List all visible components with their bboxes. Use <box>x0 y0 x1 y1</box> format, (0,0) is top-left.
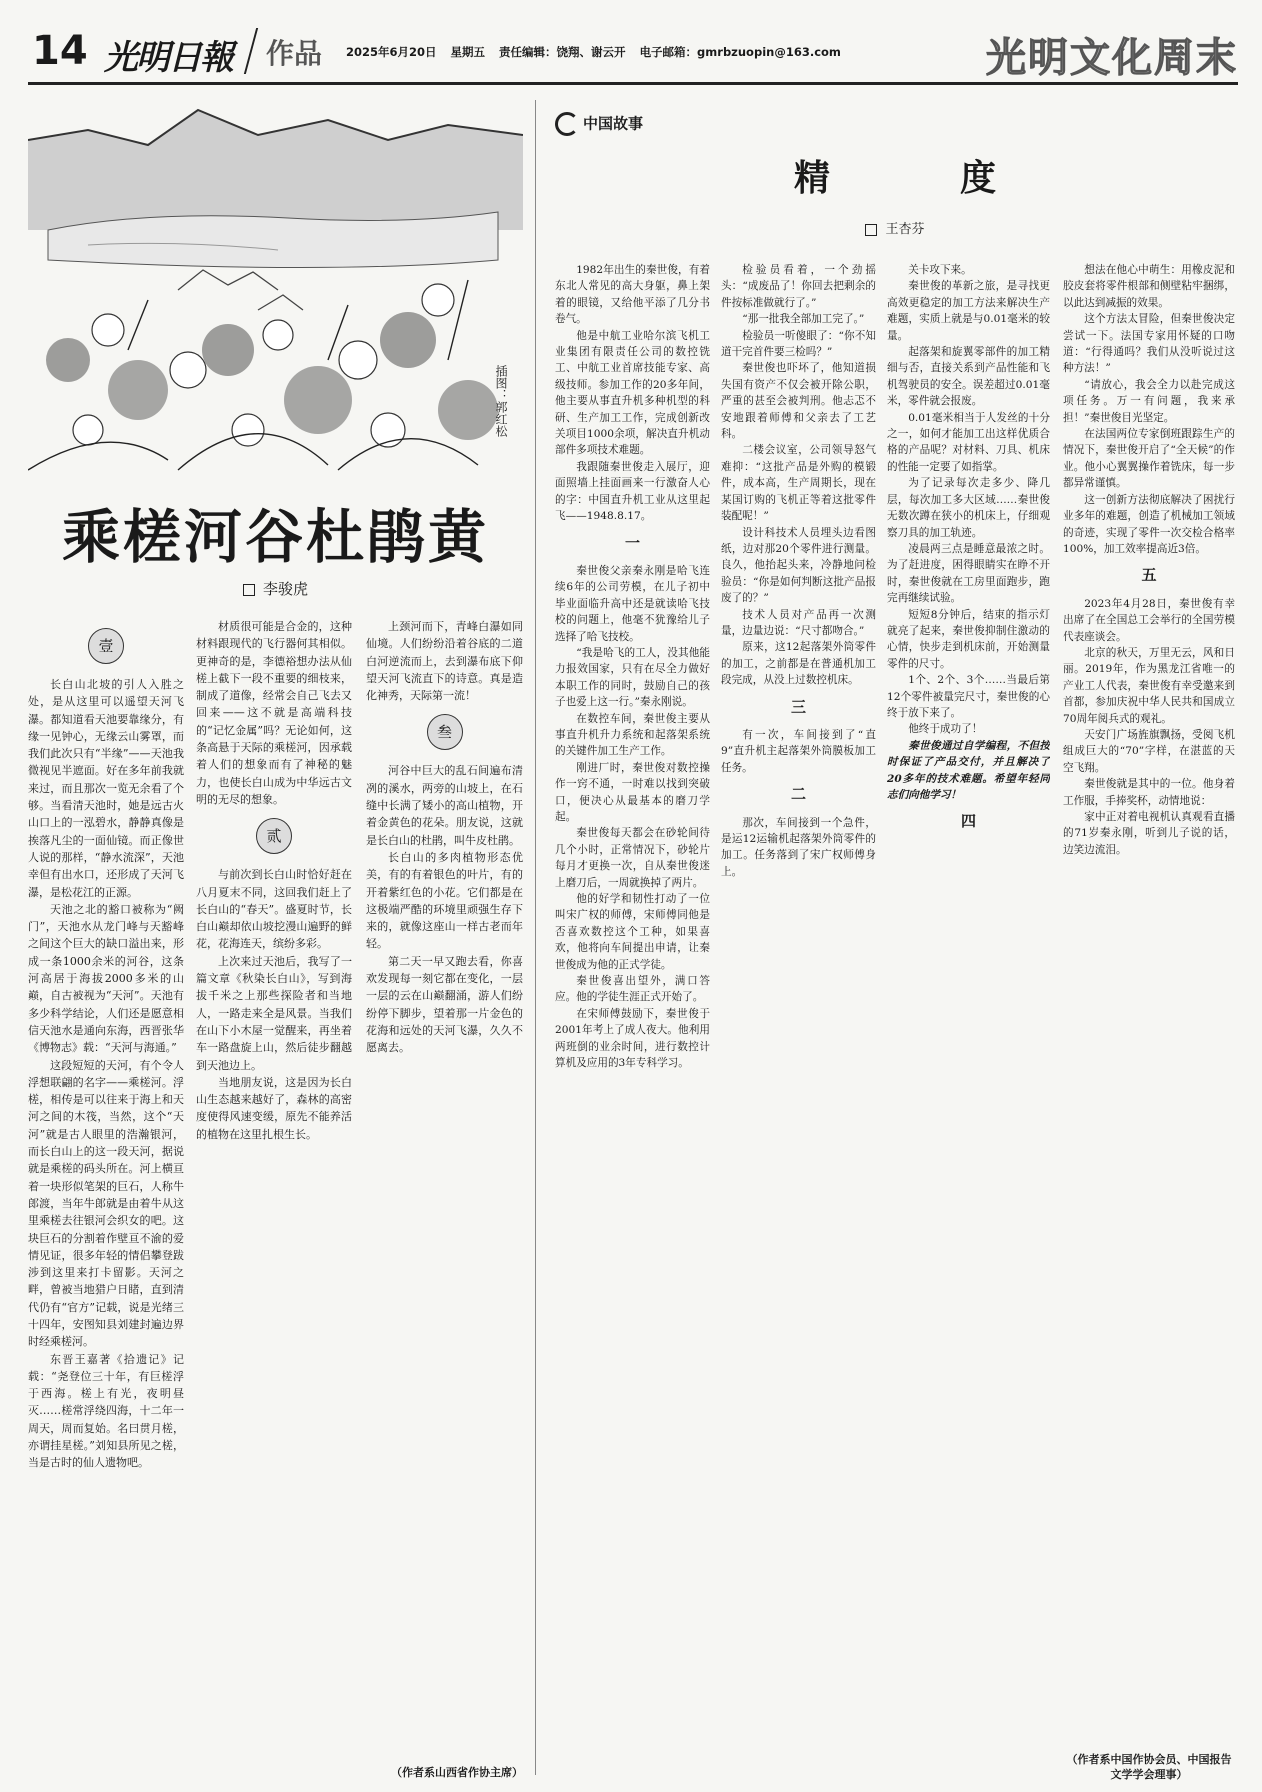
author-mark-icon <box>243 584 255 596</box>
right-author-note: （作者系中国作协会员、中国报告文学学会理事） <box>1066 1753 1232 1781</box>
paragraph: 凌晨两三点是睡意最浓之时。为了赶进度，困得眼睛实在睁不开时，秦世俊就在工房里面跑步，跑完再继续试验。 <box>887 542 1050 605</box>
left-article-column-3 <box>366 618 523 1758</box>
g-logo-icon <box>555 112 579 136</box>
header-divider <box>244 28 258 74</box>
right-article-column-1 <box>555 262 710 1774</box>
author-mark-icon <box>865 224 877 236</box>
paragraph: 这一创新方法彻底解决了困扰行业多年的难题，创造了机械加工领域的奇迹，实现了零件一次交检合格率100%，加工效率提高近3倍。 <box>1063 493 1235 555</box>
page-number: 14 <box>32 28 88 74</box>
paragraph: 想法在他心中萌生：用橡皮泥和胶皮套将零件根部和侧壁粘牢捆绑，以此达到减振的效果。 <box>1063 264 1235 309</box>
paragraph: 刚进厂时，秦世俊对数控操作一窍不通，一时难以找到突破口，便决心从最基本的磨刀学起。 <box>555 761 710 823</box>
illustration-credit: 插图：郭红松 <box>494 365 508 437</box>
paragraph: 起落架和旋翼零部件的加工精细与否，直接关系到产品性能和飞机驾驶员的安全。误差超过0.01毫米，零件就会报废。 <box>887 346 1050 408</box>
paragraph: 家中正对着电视机认真观看直播的71岁秦永刚，听到儿子说的话，边笑边流泪。 <box>1063 811 1235 856</box>
section-number: 五 <box>1141 566 1157 585</box>
paragraph: 秦世俊就是其中的一位。他身着工作服，手捧奖杯，动情地说： <box>1063 778 1235 807</box>
editors: 责任编辑：饶翔、谢云开 <box>499 45 626 59</box>
paragraph: 有一次，车间接到了“直9”直升机主起落架外筒膜板加工任务。 <box>721 728 876 774</box>
header-meta <box>346 44 851 60</box>
paragraph: 短短8分钟后，结束的指示灯就亮了起来，秦世俊抑制住激动的心情，快步走到机床前，开始测量零件的尺寸。 <box>887 608 1050 670</box>
paragraph: 检验员一听傻眼了：“你不知道干完首件要三检吗？” <box>721 329 876 359</box>
paragraph: 河谷中巨大的乱石间遍布清冽的溪水，两旁的山坡上，在石缝中长满了矮小的高山植物，开着金黄色的花朵。朋友说，这就是长白山的杜鹃，叫牛皮杜鹃。 <box>366 764 523 847</box>
left-article-author: 李骏虎 <box>28 578 523 599</box>
paragraph: 二楼会议室，公司领导怒气难抑：“这批产品是外购的模锻件，成本高，生产周期长，现在某国订购的飞机正等着这批零件装配呢！” <box>721 444 876 523</box>
section-seal: 壹 <box>88 628 124 664</box>
paragraph: 天安门广场旌旗飘扬，受阅飞机组成巨大的“70”字样，在湛蓝的天空飞翔。 <box>1063 728 1235 774</box>
illustration <box>28 100 523 475</box>
paragraph: 我跟随秦世俊走入展厅，迎面照墙上挂面画来一行激奋人心的字：中国直升机工业从这里起飞——1948.8.17。 <box>555 460 710 523</box>
paragraph: 技术人员对产品再一次测量，边量边说：“尺寸都吻合。” <box>721 608 876 637</box>
landscape-ink-drawing <box>28 100 523 475</box>
paragraph: 0.01毫米相当于人发丝的十分之一，如何才能加工出这样优质合格的产品呢？对材料、刀具、机床的性能一定要了如指掌。 <box>887 411 1050 473</box>
left-article-column-2 <box>196 618 352 1758</box>
brand-title: 光明文化周末 <box>986 34 1238 81</box>
paragraph: 他是中航工业哈尔滨飞机工业集团有限责任公司的数控铣工、中航工业首席技能专家、高级技师。参加工作的20多年间，他主要从事直升机多种机型的科研、生产加工工作，完成创新改关项目1000余项，解决直升机动部件多项技术难题。 <box>555 329 710 457</box>
masthead <box>28 24 1238 85</box>
paragraph: 天池之北的豁口被称为“阙门”，天池水从龙门峰与天豁峰之间这个巨大的缺口溢出来，形成一条1000余米的河谷，这条河高居于海拔2000多米的山巅，自古被视为“天河”。天池有多少科学结论，人们还是愿意相信天池水是通向东海，西晋张华《博物志》载：“天河与海通。” <box>28 902 184 1055</box>
paragraph: 他终于成功了！ <box>908 723 983 736</box>
right-article-title: 精度 <box>793 157 1126 199</box>
paragraph: 秦世俊每天都会在砂轮间待几个小时，正常情况下，砂轮片每月才更换一次，自从秦世俊迷上磨刀后，一周就换掉了两片。 <box>555 827 710 889</box>
paragraph: 检验员看着，一个劲摇头：“成废品了！你回去把剩余的件按标准做就行了。” <box>721 264 876 309</box>
column-divider <box>535 100 536 1775</box>
section-number: 四 <box>960 812 976 831</box>
paragraph: 东晋王嘉著《拾遗记》记载：“尧登位三十年，有巨槎浮于西海。槎上有光，夜明昼灭……槎常浮绕四海，十二年一周天，周而复始。名曰贯月槎，亦谓挂星槎。”刘知县所见之槎，当是古时的仙人遗物吧。 <box>28 1352 184 1470</box>
paragraph: 第二天一早又跑去看，你喜欢发现每一刻它都在变化，一层一层的云在山巅翻涌，游人们纷纷停下脚步，望着那一片金色的花海和远处的天河飞瀑，久久不愿离去。 <box>366 954 523 1055</box>
paragraph: “我是哈飞的工人，没其他能力报效国家，只有在尽全力做好本职工作的同时，鼓励自己的孩子也爱上这一行。”秦永刚说。 <box>555 646 710 709</box>
right-article-author: 王杏芬 <box>555 218 1235 237</box>
paragraph: 为了记录每次走多少、降几层，每次加工多大区域……秦世俊无数次蹲在狭小的机床上，仔细观察刀具的加工轨迹。 <box>887 477 1050 539</box>
section-number: 一 <box>624 533 640 552</box>
section-number: 三 <box>790 697 806 716</box>
paragraph: 那次，车间接到一个急件，是运12运输机起落架外筒零件的加工。任务落到了宋广权师傅身上。 <box>721 816 876 878</box>
paragraph: 原来，这12起落架外筒零件的加工，之前都是在普通机加工段完成，从没上过数控机床。 <box>721 641 876 687</box>
paragraph: 上颈河而下，青峰白瀑如同仙境。人们纷纷沿着谷底的二道白河逆流而上，去到瀑布底下仰望天河飞流直下的诗意。真是造化神秀，天际第一流！ <box>366 620 523 703</box>
left-author-note: （作者系山西省作协主席） <box>391 1766 523 1779</box>
paragraph: 1个、2个、3个……当最后第12个零件被量完尺寸，秦世俊的心终于放下来了。 <box>887 674 1050 719</box>
paragraph: 秦世俊的革新之旅，是寻找更高效更稳定的加工方法来解决生产难题，实质上就是与0.01毫米的较量。 <box>887 280 1050 342</box>
issue-weekday: 星期五 <box>450 45 486 59</box>
paragraph: 在法国两位专家倒班跟踪生产的情况下，秦世俊开启了“全天候”的作业。他小心翼翼操作着铣床，每一步都异常谨慎。 <box>1063 428 1235 490</box>
paragraph: 当地朋友说，这是因为长白山生态越来越好了，森林的高密度使得风速变缓，原先不能养活的植物在这里扎根生长。 <box>196 1075 352 1141</box>
paragraph: 秦世俊也吓坏了，他知道损失国有资产不仅会被开除公职，严重的甚至会被判刑。他忐忑不安地跟着师傅和父亲去了工艺科。 <box>721 362 876 441</box>
paragraph: 1982年出生的秦世俊，有着东北人常见的高大身躯，鼻上架着的眼镜，又给他平添了几分书卷气。 <box>555 264 710 326</box>
quoted-commendation: 秦世俊通过自学编程，不但按时保证了产品交付，并且解决了20多年的技术难题。希望年轻同志们向他学习！ <box>887 739 1050 801</box>
section-number: 二 <box>790 785 806 804</box>
section-seal: 贰 <box>256 818 292 854</box>
left-article-title: 乘槎河谷杜鹃黄 <box>61 503 489 571</box>
paragraph: 他的好学和韧性打动了一位叫宋广权的师傅，宋师傅同他是否喜欢数控这个工种，如果喜欢，他将向车间提出申请，让秦世俊成为他的正式学徒。 <box>555 893 710 971</box>
editor-email: 电子邮箱：gmrbzuopin@163.com <box>639 45 841 59</box>
paragraph: 北京的秋天，万里无云，风和日丽。2019年，作为黑龙江省唯一的产业工人代表，秦世俊有幸受邀来到首都，参加庆祝中华人民共和国成立70周年阅兵式的观礼。 <box>1063 646 1235 725</box>
column-tag: 中国故事 <box>555 112 643 136</box>
paragraph: 这段短短的天河，有个令人浮想联翩的名字——乘槎河。浮槎，相传是可以往来于海上和天河之间的木筏，当然，这个“天河”就是古人眼里的浩瀚银河，而长白山上的这一段天河，据说就是乘槎的码头所在。河上横亘着一块形似笔架的巨石，人称牛郎渡，当年牛郎就是由着牛从这里乘槎去往银河会织女的吧。这块巨石的分割着作壁亘不渝的爱情见证，很多年轻的情侣攀登跋涉到这里来打卡留影。天河之畔，曾被当地猎户日睹，直到清代仍有“官方”记载，说是光绪三十四年，安图知县刘建封遍边界时经乘槎河。 <box>28 1058 184 1349</box>
paragraph: 设计科技术人员埋头边看图纸，边对那20个零件进行测量。良久，他抬起头来，冷静地问检验员：“你是如何判断这批产品报废了的？” <box>721 526 876 605</box>
paragraph: 在数控车间，秦世俊主要从事直升机升力系统和起落架系统的关键件加工生产工作。 <box>555 712 710 758</box>
paragraph: 长白山的多肉植物形态优美，有的有着银色的叶片，有的开着紫红色的小花。它们都是在这极端严酷的环境里顽强生存下来的，就像这座山一样古老而年轻。 <box>366 850 523 951</box>
newspaper-logo: 光明日報 <box>104 38 232 78</box>
paragraph: 长白山北坡的引人入胜之处，是从这里可以遥望天河飞瀑。都知道看天池要靠缘分，有缘一见钟心，无缘云山雾罩，而我们此次只有“半缘”——天池我微视见半遮面。好在多年前我就来过，而且那次一览无余看了个够。当看清天池时，她是远古火山口上的一泓碧水，静静真像是挨落凡尘的一面仙镜。而正像世人说的那样，“静水流深”，天池幸但有出水口，还形成了天河飞瀑，是松花江的正源。 <box>28 678 184 899</box>
paragraph: 2023年4月28日，秦世俊有幸出席了在全国总工会举行的全国劳模代表座谈会。 <box>1063 597 1235 643</box>
right-article-column-3 <box>887 262 1050 1774</box>
paragraph: 关卡攻下来。 <box>908 264 972 276</box>
section-name: 作品 <box>266 37 323 70</box>
right-article-column-4 <box>1063 262 1235 1774</box>
issue-date: 2025年6月20日 <box>346 45 437 59</box>
paragraph: “请放心，我会全力以赴完成这项任务。万一有问题，我来承担！”秦世俊目光坚定。 <box>1063 378 1235 424</box>
paragraph: 与前次到长白山时恰好赶在八月夏末不同，这回我们赶上了长白山的“春天”。盛夏时节，长白山巅却依山坡挖漫山遍野的鲜花，花海连天，缤纷多彩。 <box>196 868 352 951</box>
paragraph: 这个方法太冒险，但秦世俊决定尝试一下。法国专家用怀疑的口吻道：“行得通吗？我们从没听说过这种方法！” <box>1063 313 1235 375</box>
paragraph: 在宋师傅鼓励下，秦世俊于2001年考上了成人夜大。他利用两班倒的业余时间，进行数控计算机及应用的3年专科学习。 <box>555 1007 710 1070</box>
right-article-column-2 <box>721 262 876 1774</box>
paragraph: 上次来过天池后，我写了一篇文章《秋染长白山》，写到海拔千米之上那些探险者和当地人，一路走来全是风景。当我们在山下小木屋一觉醒来，再坐着车一路盘旋上山，然后徒步翻越到天池边上。 <box>196 954 352 1072</box>
paragraph: 秦世俊父亲秦永刚是哈飞连续6年的公司劳模，在儿子初中毕业面临升高中还是就读哈飞技校的问题上，他毫不犹豫给儿子选择了哈飞技校。 <box>555 564 710 643</box>
section-seal: 叁 <box>427 714 463 750</box>
paragraph: 材质很可能是合金的，这种材料跟现代的飞行器何其相似。更神奇的是，李德裕想办法从仙槎上截下一段不重要的细枝来，制成了道像，经常会自己飞去又回来——这不就是高端科技的“记忆金属”吗？无论如何，这条高悬于天际的乘槎河，因承载着人们的想象而有了神秘的魅力，也使长白山成为中华远古文明的无尽的想象。 <box>196 620 352 806</box>
paragraph: “那一批我全部加工完了。” <box>742 313 865 326</box>
left-article-column-1 <box>28 618 184 1758</box>
paragraph: 秦世俊喜出望外，满口答应。他的学徒生涯正式开始了。 <box>555 975 710 1004</box>
